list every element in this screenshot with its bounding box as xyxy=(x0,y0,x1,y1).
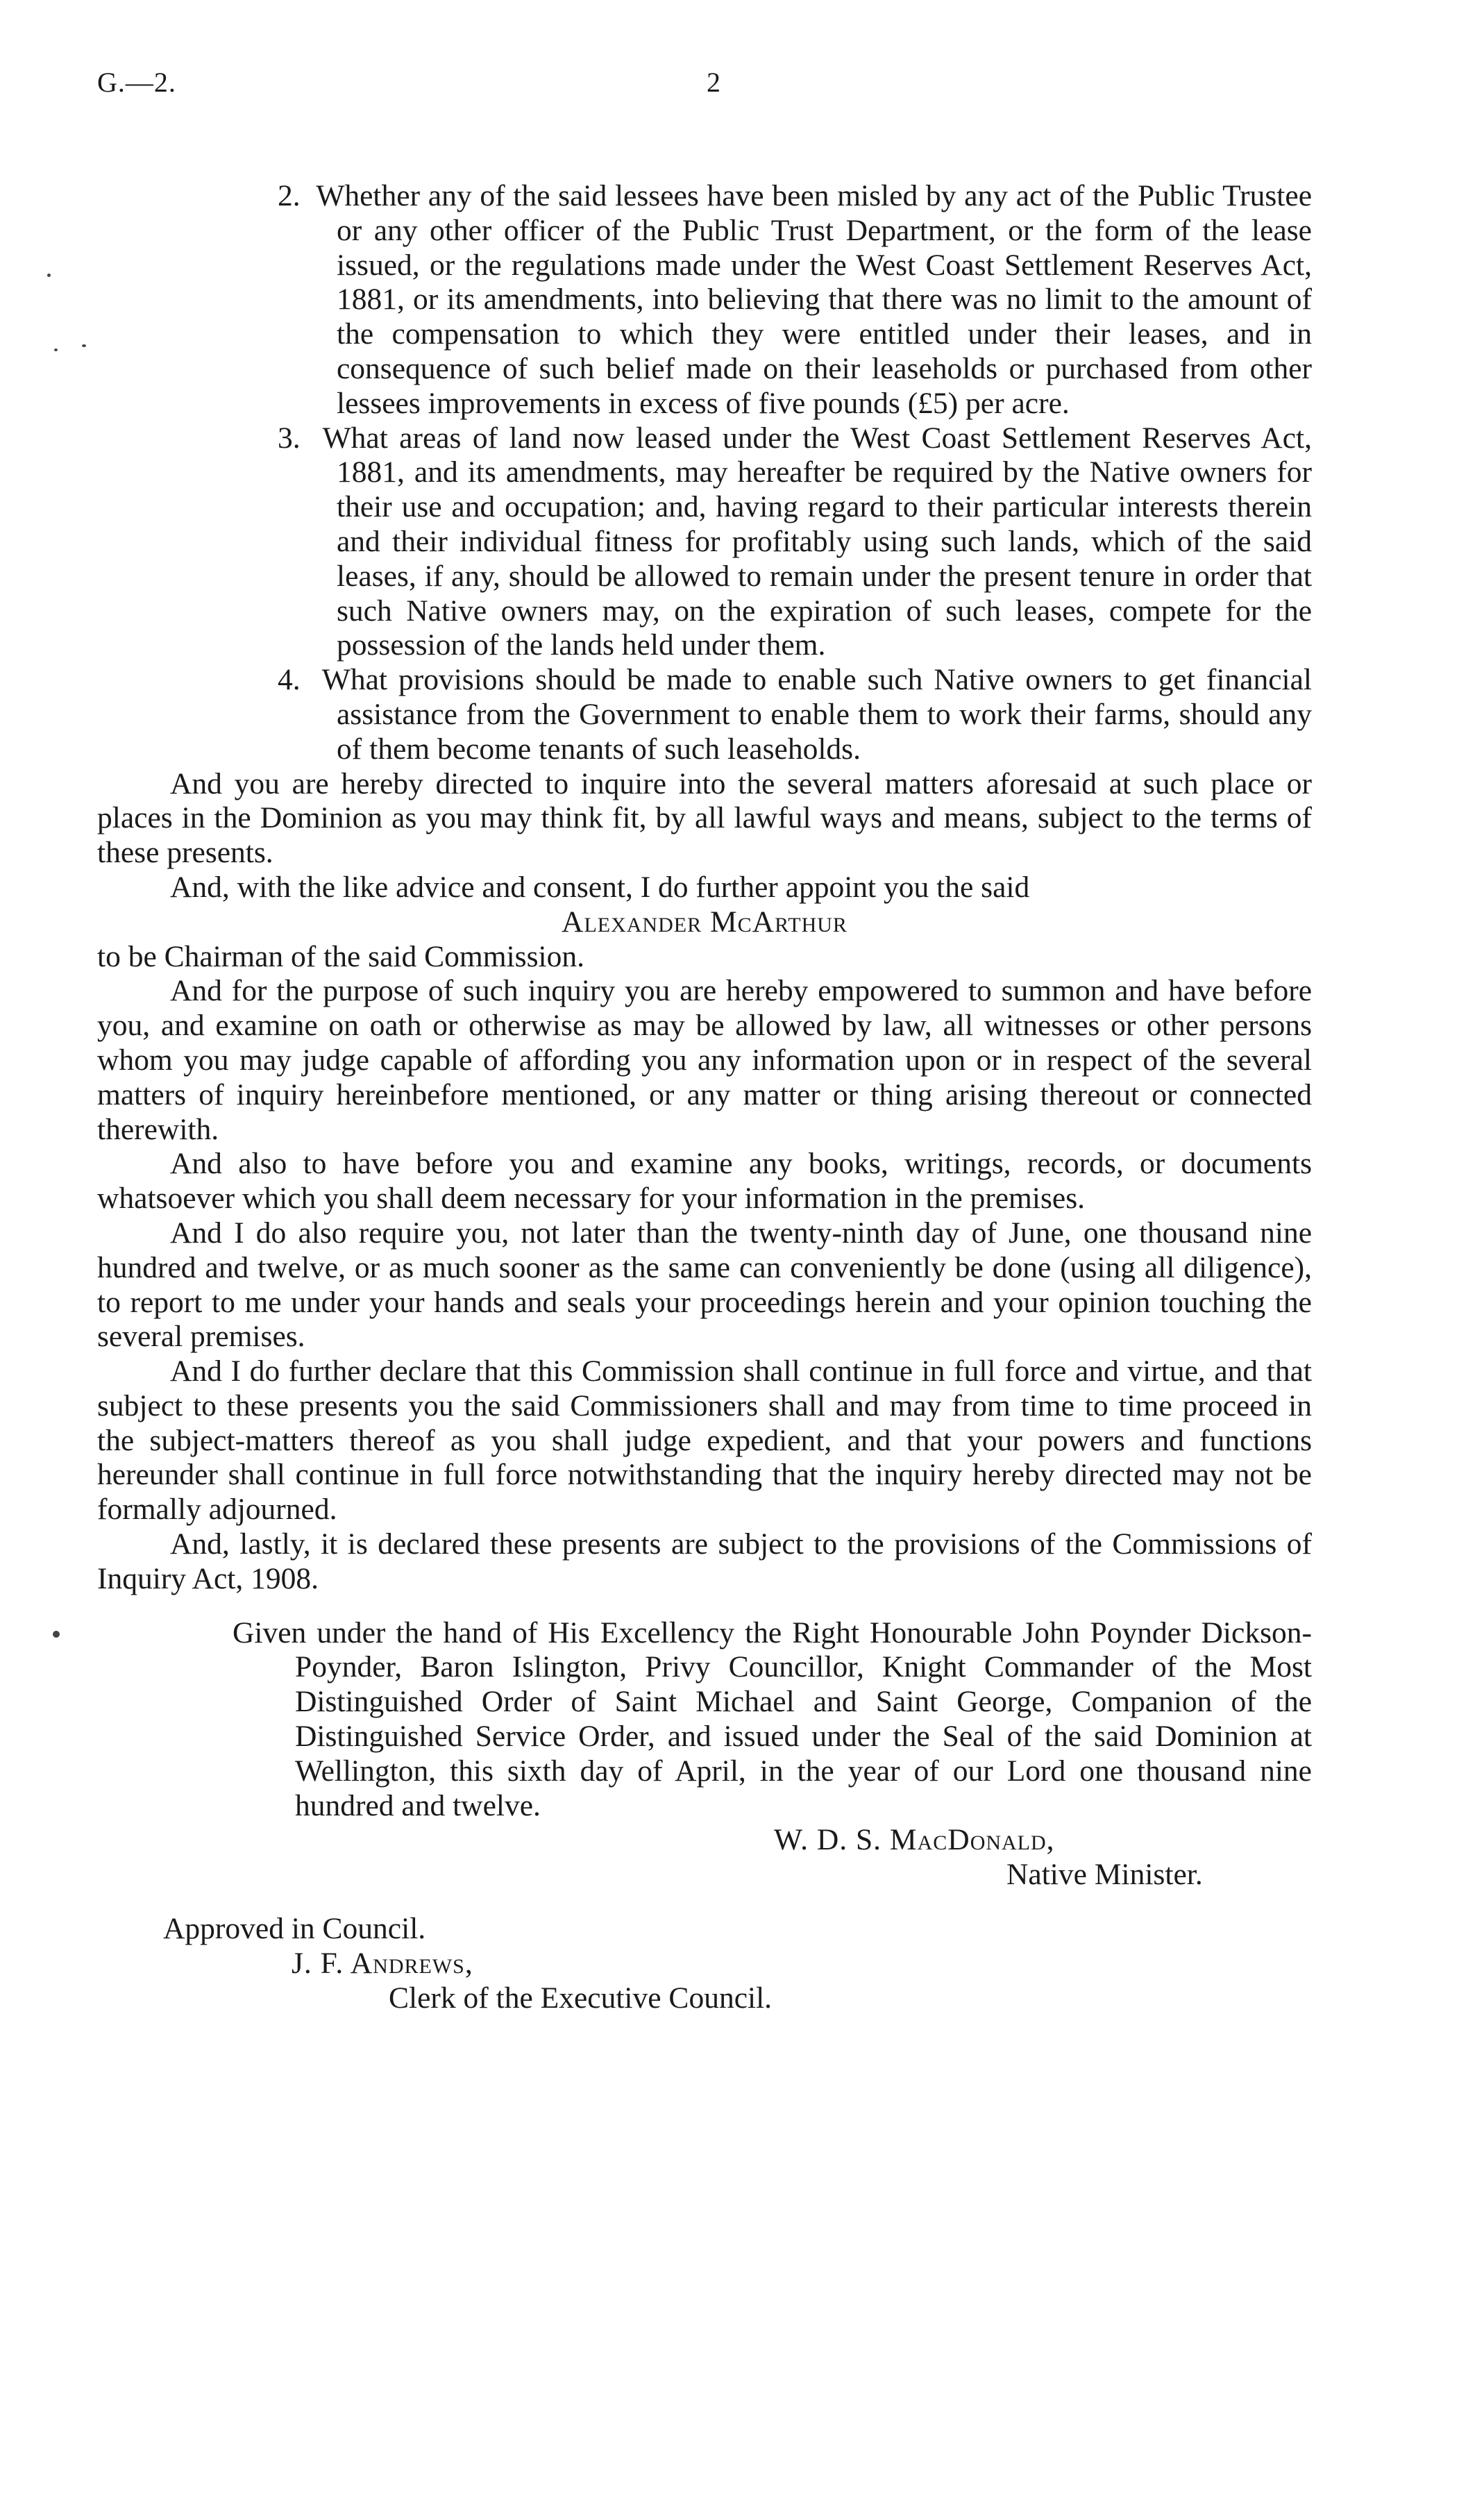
clerk-title: Clerk of the Executive Council. xyxy=(389,1981,773,2015)
list-item-text: Whether any of the said lessees have been misled by any act of the Public Trustee or any other officer of the Public Trust Department, or the form of the lease issued, or the regulations made under the West Coast Settlement Reserves Act, 1881, or its amendments, into believing that there was no limit to the amount of the compensation to which they were entitled under their leases, and in consequence of such belief made on their leaseholds or purchased from other lessees improvements in excess of five pounds (£5) per acre. xyxy=(316,179,1312,420)
document-reference: G.—2. xyxy=(97,67,176,98)
list-item-number: 4. xyxy=(278,663,301,697)
paragraph-examine: And also to have before you and examine any books, writings, records, or documents whatsoever which you shall deem necessary for your information in the premises. xyxy=(97,1147,1312,1216)
list-item-text: What provisions should be made to enable such Native owners to get financial assistance from the Government to enable them to work their farms, should any of them become tenants of such leaseholds. xyxy=(321,663,1313,766)
paragraph-summon: And for the purpose of such inquiry you are hereby empowered to summon and have before you, and examine on oath or otherwise as may be allowed by law, all witnesses or other persons whom you may judge capable of affording you any information upon or in respect of the several matters of inquiry hereinbefore mentioned, or any matter or thing arising thereout or connected therewith. xyxy=(97,974,1312,1146)
paragraph-lastly: And, lastly, it is declared these presents are subject to the provisions of the Commissions of Inquiry Act, 1908. xyxy=(97,1527,1312,1595)
scan-speck xyxy=(47,274,51,277)
paragraph-appoint: And, with the like advice and consent, I do further appoint you the said xyxy=(170,870,1030,904)
list-item-3 xyxy=(97,421,1312,664)
paragraph-inquire: And you are hereby directed to inquire into the several matters aforesaid at such place or places in the Dominion as you may think fit, by all lawful ways and means, subject to the terms of these presents. xyxy=(97,766,1312,870)
paragraph-report: And I do also require you, not later than the twenty-ninth day of June, one thousand nine hundred and twelve, or as much sooner as the same can conveniently be done (using all diligence), to report to me under your hands and seals your proceedings herein and your opinion touching the several premises. xyxy=(97,1216,1312,1354)
paragraph-continue: And I do further declare that this Commission shall continue in full force and virtue, and that subject to these presents you the said Commissioners shall and may from time to time proceed in the subject-matters thereof as you shall judge expedient, and that your powers and functions hereunder shall continue in full force notwithstanding that the inquiry hereby directed may not be formally adjourned. xyxy=(97,1354,1312,1527)
list-item-4 xyxy=(97,663,1312,766)
signatory-title: Native Minister. xyxy=(1006,1858,1203,1892)
paragraph-given: Given under the hand of His Excellency the Right Honourable John Poynder Dickson-Poynder, Baron Islington, Privy Councillor, Knight Commander of the Most Distinguished Order of Saint Michael and Saint George, Companion of the Distinguished Service Order, and issued under the Seal of the said Dominion at Wellington, this sixth day of April, in the year of our Lord one thousand nine hundred and twelve. xyxy=(233,1615,1312,1822)
signatory-name: W. D. S. MacDonald, xyxy=(774,1823,1055,1857)
scan-speck xyxy=(53,1631,60,1638)
scan-speck xyxy=(82,344,86,347)
page-number: 2 xyxy=(707,67,720,98)
document-body xyxy=(97,179,1312,2037)
signature-block xyxy=(97,1823,1312,1899)
scan-speck xyxy=(54,349,58,351)
list-item-number: 2. xyxy=(278,179,301,212)
list-item-number: 3. xyxy=(278,421,301,455)
list-item-text: What areas of land now leased under the West Coast Settlement Reserves Act, 1881, and its amendments, may hereafter be required by the Native owners for their use and occupation; and, having regard to their particular interests therein and their individual fitness for profitably using such lands, which of the said leases, if any, should be allowed to remain under the present tenure in order that such Native owners may, on the expiration of such leases, compete for the possession of the lands held under them. xyxy=(322,421,1312,662)
chairman-name: Alexander McArthur xyxy=(562,905,848,939)
paragraph-chairman: to be Chairman of the said Commission. xyxy=(97,939,584,973)
approved-in-council: Approved in Council. xyxy=(163,1912,426,1946)
list-item-2 xyxy=(97,179,1312,421)
clerk-name: J. F. Andrews, xyxy=(292,1947,473,1981)
approval-block xyxy=(97,1912,1312,2037)
